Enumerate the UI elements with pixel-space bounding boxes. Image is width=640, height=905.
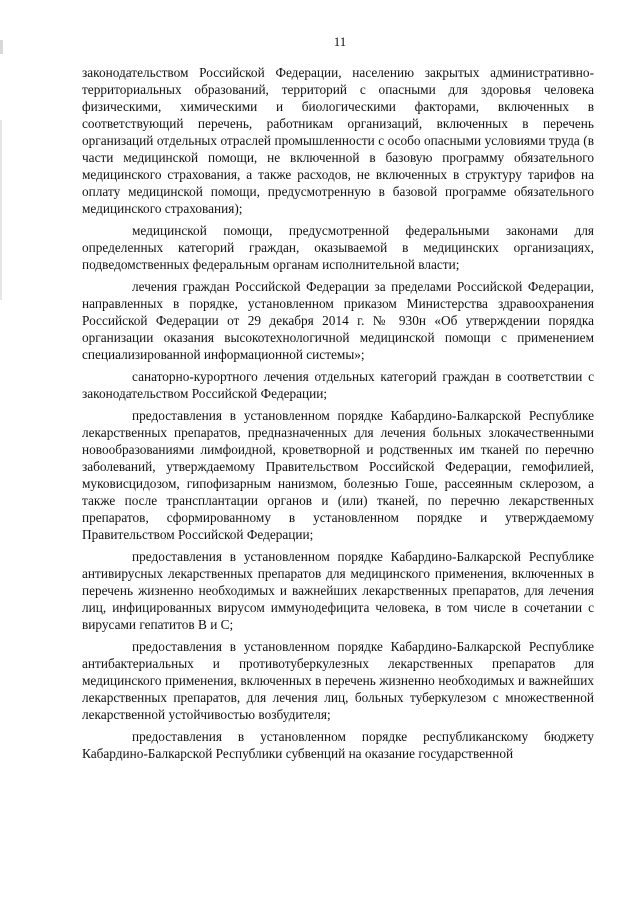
paragraph: предоставления в установленном порядке Кабардино-Балкарской Республике лекарственных препаратов, предназначенных для лечения больных злокачественными новообразованиями лимфоидной, кроветворной и родственных им тканей по перечню заболеваний, утверждаемому Правительством Российской Федерации, гемофилией, муковисцидозом, гипофизарным нанизмом, болезнью Гоше, рассеянным склерозом, а также после трансплантации органов и (или) тканей, по перечню лекарственных препаратов, сформированному в установленном порядке и утверждаемому Правительством Российской Федерации;: [82, 408, 594, 542]
margin-scan-mark: [0, 120, 2, 300]
paragraph: предоставления в установленном порядке Кабардино-Балкарской Республике антибактериальных и противотуберкулезных лекарственных препаратов для медицинского применения, включенных в перечень жизненно необходимых и важнейших лекарственных препаратов, для лечения лиц, больных туберкулезом с множественной лекарственной устойчивостью возбудителя;: [82, 639, 594, 722]
document-body: [82, 64, 594, 762]
paragraph: законодательством Российской Федерации, населению закрытых административно-территориальных образований, территорий с опасными для здоровья человека физическими, химическими и биологическими факторами, включенных в соответствующий перечень, работникам организаций, включенных в перечень организаций отдельных отраслей промышленности с особо опасными условиями труда (в части медицинской помощи, не включенной в базовую программу обязательного медицинского страхования, а также расходов, не включенных в структуру тарифов на оплату медицинской помощи, предусмотренную в базовой программе обязательного медицинского страхования);: [82, 65, 594, 216]
page-number: 11: [333, 34, 347, 49]
paragraph: санаторно-курортного лечения отдельных категорий граждан в соответствии с законодательством Российской Федерации;: [82, 369, 594, 401]
paragraph: предоставления в установленном порядке Кабардино-Балкарской Республике антивирусных лекарственных препаратов для медицинского применения, включенных в перечень жизненно необходимых и важнейших лекарственных препаратов, для лечения лиц, инфицированных вирусом иммунодефицита человека, в том числе в сочетании с вирусами гепатитов B и C;: [82, 549, 594, 632]
paragraph: медицинской помощи, предусмотренной федеральными законами для определенных категорий граждан, оказываемой в медицинских организациях, подведомственных федеральным органам исполнительной власти;: [82, 223, 594, 272]
paragraph: предоставления в установленном порядке республиканскому бюджету Кабардино-Балкарской Республики субвенций на оказание государственной: [82, 729, 594, 761]
paragraph: лечения граждан Российской Федерации за пределами Российской Федерации, направленных в порядке, установленном приказом Министерства здравоохранения Российской Федерации от 29 декабря 2014 г. № 930н «Об утверждении порядка организации оказания высокотехнологичной медицинской помощи с применением специализированной информационной системы»;: [82, 279, 594, 362]
